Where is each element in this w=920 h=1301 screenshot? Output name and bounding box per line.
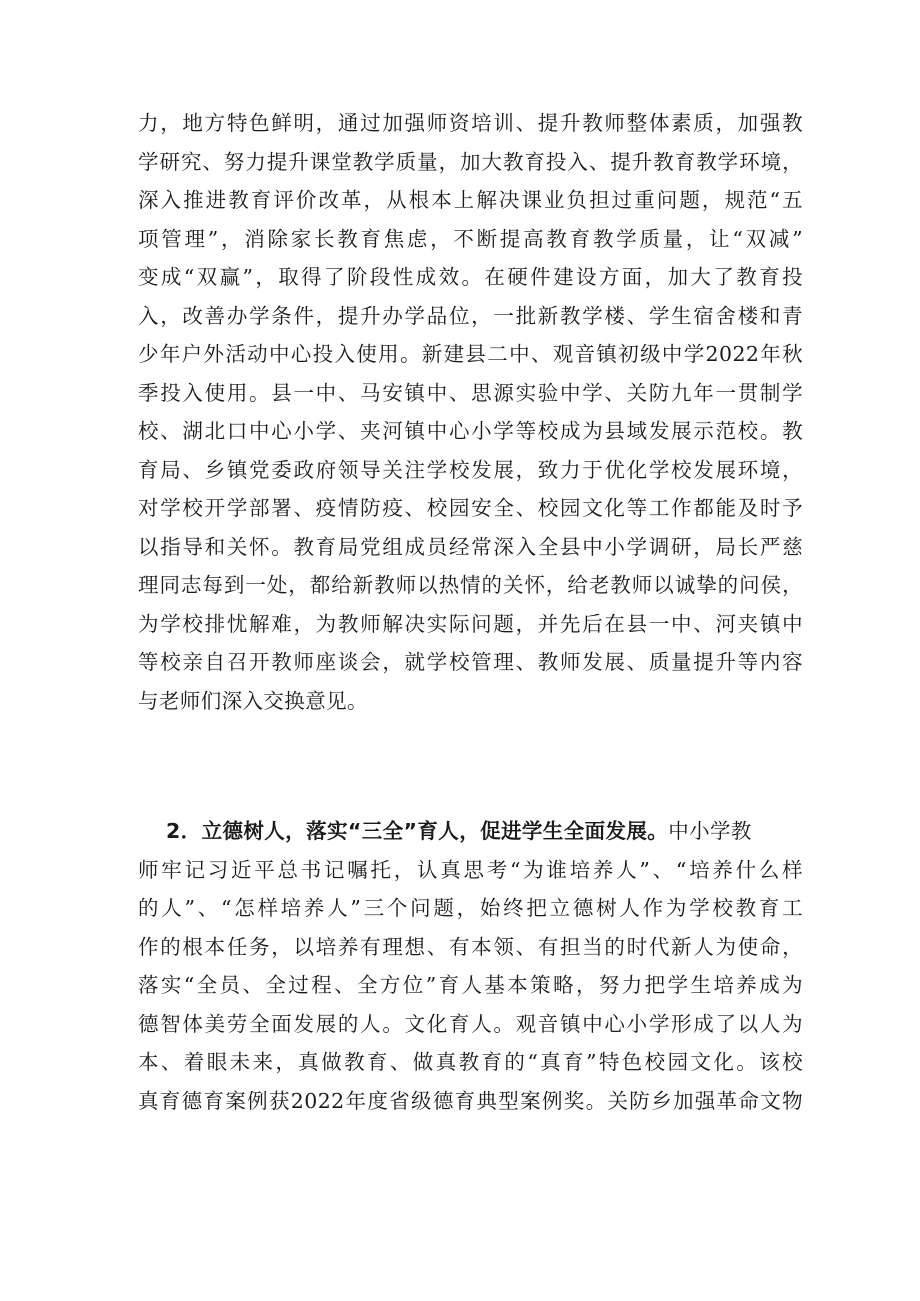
paragraph-2-first-line <box>138 812 803 851</box>
text-line: 力，地方特色鲜明，通过加强师资培训、提升教师整体素质，加强教 <box>138 111 803 135</box>
text-line: 以指导和关怀。教育局党组成员经常深入全县中小学调研，局长严慈 <box>138 534 803 559</box>
text-line: 入，改善办学条件，提升办学品位，一批新教学楼、学生宿舍楼和青 <box>138 303 803 328</box>
text-line: 真育德育案例获2022年度省级德育典型案例奖。关防乡加强革命文物 <box>138 1088 803 1113</box>
text-line: 少年户外活动中心投入使用。新建县二中、观音镇初级中学2022年秋 <box>138 342 803 366</box>
text-line: 对学校开学部署、疫情防疫、校园安全、校园文化等工作都能及时予 <box>138 496 803 520</box>
text-line: 季投入使用。县一中、马安镇中、思源实验中学、关防九年一贯制学 <box>138 380 803 405</box>
text-line: 为学校排忧解难，为教师解决实际问题，并先后在县一中、河夹镇中 <box>138 611 803 636</box>
section-heading: 2．立德树人，落实“三全”育人，促进学生全面发展。 <box>166 819 669 843</box>
text-line: 德智体美劳全面发展的人。文化育人。观音镇中心小学形成了以人为 <box>138 1011 803 1036</box>
text-line: 育局、乡镇党委政府领导关注学校发展，致力于优化学校发展环境， <box>138 457 803 482</box>
text-line: 与老师们深入交换意见。 <box>138 688 368 713</box>
text-line: 落实“全员、全过程、全方位”育人基本策略，努力把学生培养成为 <box>138 973 803 997</box>
text-line: 等校亲自召开教师座谈会，就学校管理、教师发展、质量提升等内容 <box>138 650 803 674</box>
text-line: 的人”、“怎样培养人”三个问题，始终把立德树人作为学校教育工 <box>138 896 803 920</box>
paragraph-1 <box>138 104 803 720</box>
paragraph-2 <box>138 812 803 1120</box>
text-run: 中小学教 <box>668 819 752 843</box>
text-line: 深入推进教育评价改革，从根本上解决课业负担过重问题，规范“五 <box>138 188 803 212</box>
text-line: 学研究、努力提升课堂教学质量，加大教育投入、提升教育教学环境， <box>138 149 803 174</box>
text-line: 作的根本任务，以培养有理想、有本领、有担当的时代新人为使命， <box>138 934 803 959</box>
text-line: 师牢记习近平总书记嘱托，认真思考“为谁培养人”、“培养什么样 <box>138 857 803 882</box>
text-line: 项管理”，消除家长教育焦虑，不断提高教育教学质量，让“双减” <box>138 226 803 251</box>
text-line: 理同志每到一处，都给新教师以热情的关怀，给老教师以诚挚的问侯， <box>138 573 803 597</box>
text-line: 本、着眼未来，真做教育、做真教育的“真育”特色校园文化。该校 <box>138 1050 803 1074</box>
text-line: 校、湖北口中心小学、夹河镇中心小学等校成为县域发展示范校。教 <box>138 419 803 443</box>
text-line: 变成“双赢”，取得了阶段性成效。在硬件建设方面，加大了教育投 <box>138 265 803 289</box>
